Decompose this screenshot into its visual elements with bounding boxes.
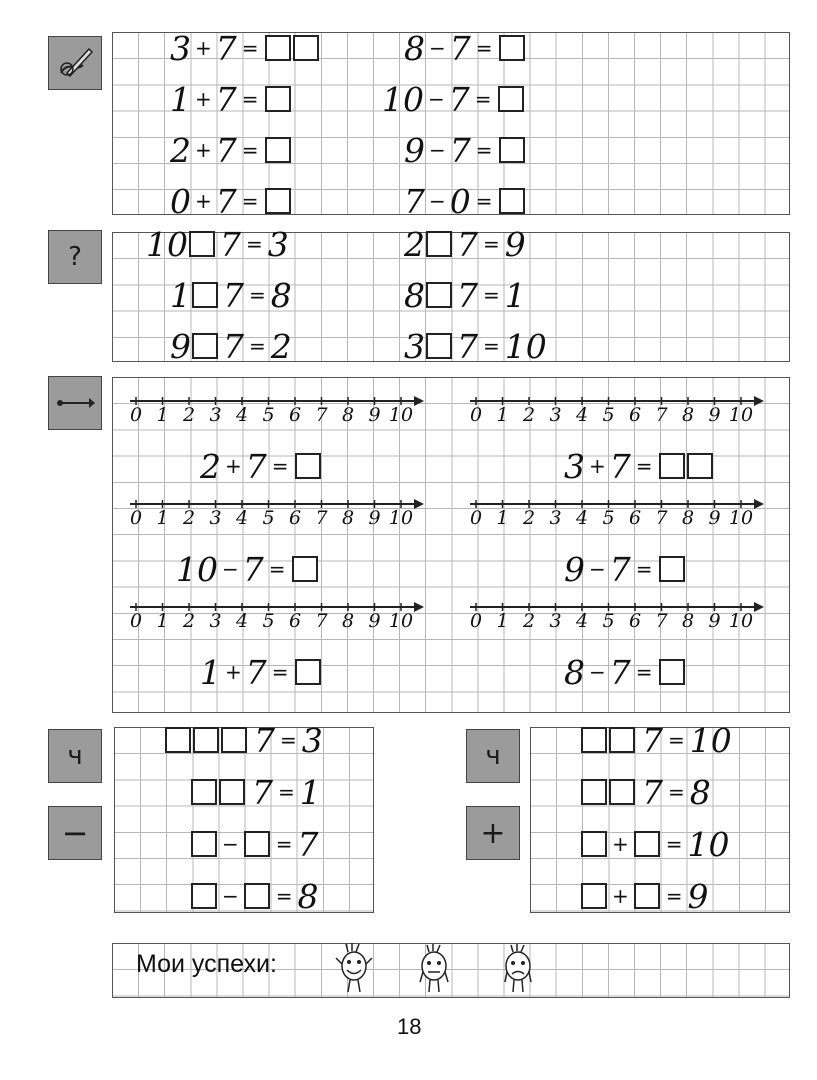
answer-box[interactable] <box>659 659 685 685</box>
number-line-tick-label: 2 <box>522 610 536 632</box>
number-line-tick-label: 4 <box>575 610 589 632</box>
answer-box[interactable] <box>295 453 321 479</box>
expr-left-block-1: 7 = 1 <box>190 772 321 812</box>
page-number: 18 <box>397 1014 422 1039</box>
operator-box[interactable] <box>192 282 218 308</box>
expr-left-block-0: 7 = 3 <box>164 720 323 760</box>
answer-box[interactable] <box>295 659 321 685</box>
number-line-tick-label: 10 <box>388 404 414 426</box>
letter-ch-icon: ч <box>466 729 520 783</box>
expr-write-left-0: 3 + 7 = <box>170 28 320 68</box>
operator-box[interactable] <box>426 282 452 308</box>
expr-write-right-1: 10 − 7 = <box>382 79 525 119</box>
expr-right-block-3: + = 9 <box>580 876 709 916</box>
answer-box[interactable] <box>499 35 525 61</box>
expr-numberline-left-1: 10 − 7 = <box>176 549 319 589</box>
number-line-left-0 <box>128 394 424 436</box>
answer-box[interactable] <box>193 727 219 753</box>
number-line-right-0 <box>468 394 764 436</box>
number-line-tick-label: 8 <box>681 610 695 632</box>
number-line-tick-label: 0 <box>469 610 483 632</box>
number-line-tick-label: 8 <box>681 404 695 426</box>
expr-left-block-2: − = 7 <box>190 824 319 864</box>
minus-icon: − <box>48 806 102 860</box>
number-line-tick-label: 4 <box>575 507 589 529</box>
answer-box[interactable] <box>244 883 270 909</box>
answer-box[interactable] <box>292 556 318 582</box>
number-line-tick-label: 3 <box>209 610 222 632</box>
number-line-tick-label: 5 <box>602 610 615 632</box>
number-line-tick-label: 9 <box>708 404 721 426</box>
number-line-tick-label: 6 <box>628 404 642 426</box>
number-line-tick-label: 8 <box>341 507 355 529</box>
number-line-left-1 <box>128 497 424 539</box>
pencil-hand-icon <box>48 36 102 90</box>
number-line-tick-label: 0 <box>129 610 143 632</box>
answer-box[interactable] <box>499 188 525 214</box>
answer-box[interactable] <box>191 883 217 909</box>
number-line-tick-label: 5 <box>602 507 615 529</box>
number-line-tick-label: 4 <box>235 507 249 529</box>
number-line-tick-label: 6 <box>288 507 302 529</box>
answer-box[interactable] <box>191 779 217 805</box>
plus-icon: + <box>466 806 520 860</box>
number-line-tick-label: 0 <box>469 404 483 426</box>
number-line-tick-label: 5 <box>262 404 275 426</box>
expr-right-block-1: 7 = 8 <box>580 772 711 812</box>
number-line-tick-label: 4 <box>235 610 249 632</box>
expr-write-right-0: 8 − 7 = <box>404 28 526 68</box>
number-line-tick-label: 9 <box>708 507 721 529</box>
answer-box[interactable] <box>659 453 685 479</box>
number-line-tick-label: 6 <box>628 507 642 529</box>
number-line-right-2 <box>468 600 764 642</box>
number-line-tick-label: 3 <box>209 404 222 426</box>
number-line-tick-label: 2 <box>182 404 196 426</box>
expr-write-left-2: 2 + 7 = <box>170 130 292 170</box>
number-line-tick-label: 5 <box>262 507 275 529</box>
answer-box[interactable] <box>581 831 607 857</box>
answer-box[interactable] <box>499 137 525 163</box>
expr-question-right-1: 8 7 = 1 <box>404 275 526 315</box>
expr-write-right-2: 9 − 7 = <box>404 130 526 170</box>
expr-numberline-right-0: 3 + 7 = <box>564 446 714 486</box>
answer-box[interactable] <box>659 556 685 582</box>
number-line-tick-label: 8 <box>341 404 355 426</box>
number-line-tick-label: 5 <box>262 610 275 632</box>
number-line-tick-label: 9 <box>368 610 381 632</box>
question-icon: ? <box>48 230 102 284</box>
answer-box[interactable] <box>165 727 191 753</box>
number-line-tick-label: 7 <box>655 610 668 632</box>
answer-box[interactable] <box>244 831 270 857</box>
number-line-left-2 <box>128 600 424 642</box>
answer-box[interactable] <box>581 779 607 805</box>
answer-box[interactable] <box>581 727 607 753</box>
number-line-tick-label: 1 <box>156 404 169 426</box>
number-line-tick-label: 7 <box>315 404 328 426</box>
number-line-tick-label: 1 <box>156 610 169 632</box>
operator-box[interactable] <box>426 333 452 359</box>
expr-right-block-0: 7 = 10 <box>580 720 732 760</box>
number-line-tick-label: 9 <box>368 507 381 529</box>
number-line-tick-label: 10 <box>728 610 754 632</box>
number-line-tick-label: 8 <box>681 507 695 529</box>
number-line-tick-label: 0 <box>469 507 483 529</box>
answer-box[interactable] <box>609 727 635 753</box>
operator-box[interactable] <box>192 333 218 359</box>
number-line-tick-label: 7 <box>315 610 328 632</box>
number-line-tick-label: 10 <box>728 404 754 426</box>
sad-face-icon[interactable] <box>498 942 538 998</box>
expr-question-left-1: 1 7 = 8 <box>170 275 292 315</box>
answer-box[interactable] <box>581 883 607 909</box>
number-line-tick-label: 0 <box>129 404 143 426</box>
answer-box[interactable] <box>265 188 291 214</box>
number-line-tick-label: 9 <box>708 610 721 632</box>
expr-left-block-3: − = 8 <box>190 876 319 916</box>
expr-write-left-1: 1 + 7 = <box>170 79 292 119</box>
number-line-tick-label: 8 <box>341 610 355 632</box>
number-line-tick-label: 2 <box>522 507 536 529</box>
expr-numberline-right-2: 8 − 7 = <box>564 652 686 692</box>
number-line-tick-label: 0 <box>129 507 143 529</box>
number-line-tick-label: 2 <box>522 404 536 426</box>
number-line-tick-label: 7 <box>655 507 668 529</box>
expr-numberline-right-1: 9 − 7 = <box>564 549 686 589</box>
number-line-tick-label: 10 <box>388 610 414 632</box>
answer-box[interactable] <box>634 831 660 857</box>
number-line-tick-label: 4 <box>575 404 589 426</box>
expr-right-block-2: + = 10 <box>580 824 730 864</box>
letter-ch-icon: ч <box>48 729 102 783</box>
operator-box[interactable] <box>189 231 215 257</box>
number-line-tick-label: 3 <box>549 507 562 529</box>
answer-box[interactable] <box>219 779 245 805</box>
expr-write-left-3: 0 + 7 = <box>170 181 292 221</box>
answer-box[interactable] <box>634 883 660 909</box>
number-line-right-1 <box>468 497 764 539</box>
number-line-tick-label: 7 <box>655 404 668 426</box>
expr-question-left-0: 10 7 = 3 <box>146 224 289 264</box>
number-line-tick-label: 4 <box>235 404 249 426</box>
number-line-tick-label: 6 <box>628 610 642 632</box>
expr-numberline-left-2: 1 + 7 = <box>200 652 322 692</box>
answer-box[interactable] <box>221 727 247 753</box>
answer-box[interactable] <box>265 35 291 61</box>
expr-numberline-left-0: 2 + 7 = <box>200 446 322 486</box>
number-line-tick-label: 9 <box>368 404 381 426</box>
number-line-tick-label: 1 <box>496 610 509 632</box>
number-line-tick-label: 10 <box>388 507 414 529</box>
number-line-tick-label: 6 <box>288 404 302 426</box>
happy-face-icon[interactable] <box>334 942 374 998</box>
number-line-tick-label: 6 <box>288 610 302 632</box>
number-line-tick-label: 1 <box>496 507 509 529</box>
expr-question-right-2: 3 7 = 10 <box>404 326 547 366</box>
number-line-tick-label: 3 <box>549 610 562 632</box>
expr-write-right-3: 7 − 0 = <box>404 181 526 221</box>
answer-box[interactable] <box>265 86 291 112</box>
expr-question-left-2: 9 7 = 2 <box>170 326 292 366</box>
number-line-tick-label: 2 <box>182 507 196 529</box>
number-line-tick-label: 10 <box>728 507 754 529</box>
number-line-tick-label: 3 <box>209 507 222 529</box>
expr-question-right-0: 2 7 = 9 <box>404 224 526 264</box>
answer-box[interactable] <box>498 86 524 112</box>
answer-box[interactable] <box>265 137 291 163</box>
neutral-face-icon[interactable] <box>414 942 454 998</box>
answer-box[interactable] <box>687 453 713 479</box>
my-success-label: Мои успехи: <box>136 950 277 978</box>
answer-box[interactable] <box>191 831 217 857</box>
number-line-tick-label: 1 <box>156 507 169 529</box>
number-line-tick-label: 1 <box>496 404 509 426</box>
arrow-right-icon <box>48 376 102 430</box>
number-line-tick-label: 7 <box>315 507 328 529</box>
number-line-tick-label: 3 <box>549 404 562 426</box>
answer-box[interactable] <box>609 779 635 805</box>
answer-box[interactable] <box>293 35 319 61</box>
number-line-tick-label: 2 <box>182 610 196 632</box>
operator-box[interactable] <box>426 231 452 257</box>
number-line-tick-label: 5 <box>602 404 615 426</box>
